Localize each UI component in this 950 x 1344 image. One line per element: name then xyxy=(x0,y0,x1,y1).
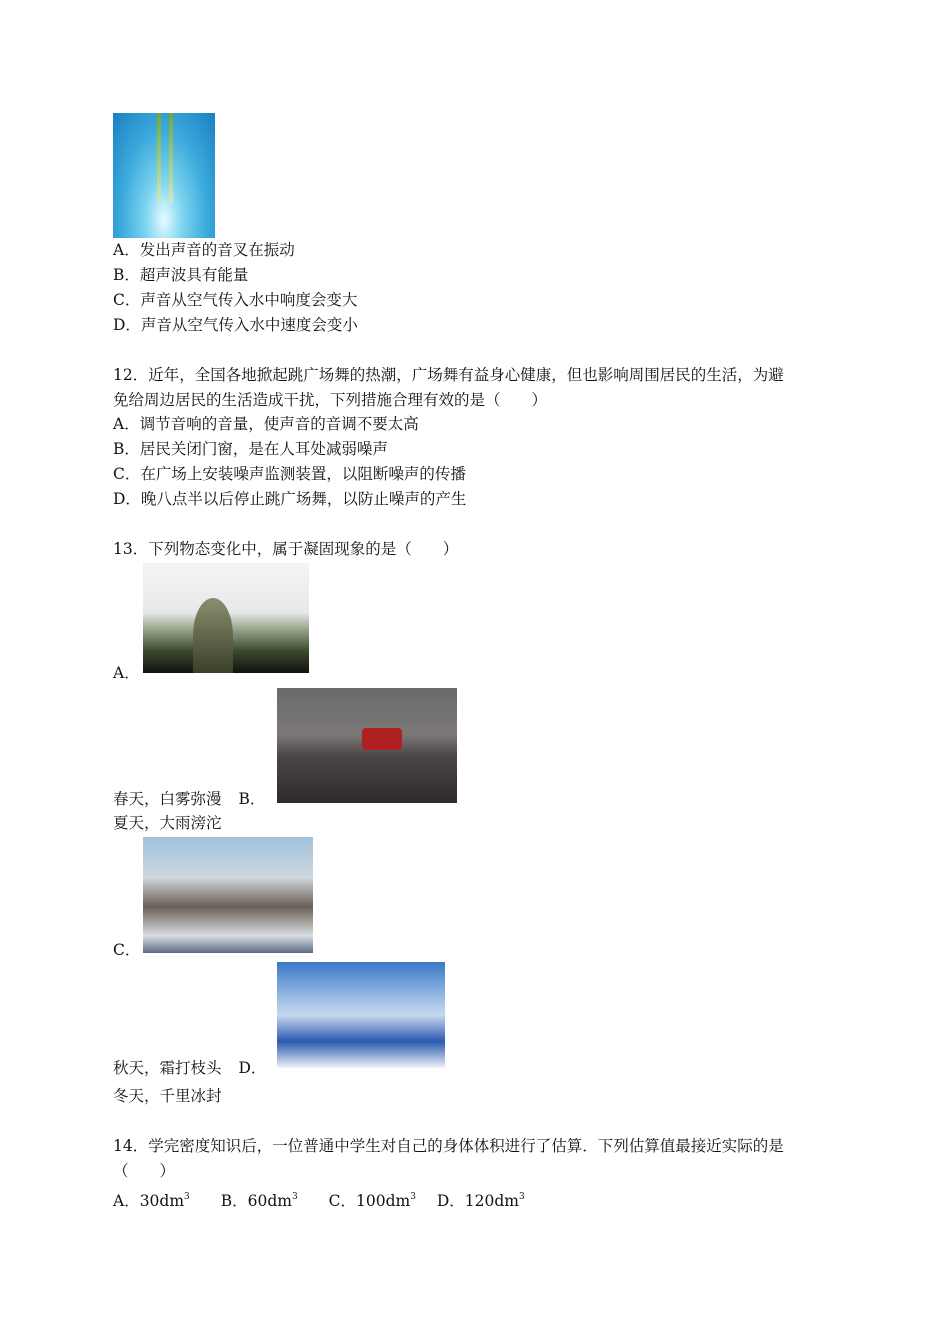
q11-option-a: A．发出声音的音叉在振动 xyxy=(113,241,295,259)
q13-stem: 13．下列物态变化中，属于凝固现象的是（ ） xyxy=(113,540,459,558)
q13-caption-b: 夏天，大雨滂沱 xyxy=(113,814,222,832)
q12-option-b: B．居民关闭门窗，是在人耳处减弱噪声 xyxy=(113,440,388,458)
rain-street-image xyxy=(277,688,457,803)
q14-option-c: C．$100dm^3$ xyxy=(328,1192,416,1210)
q14-option-d: D．$120dm^3$ xyxy=(436,1192,525,1210)
q12-option-a: A．调节音响的音量，使声音的音调不要太高 xyxy=(113,415,419,433)
q13-label-c: C． xyxy=(113,941,141,959)
q13-caption-c: 秋天，霜打枝头 xyxy=(113,1059,222,1077)
q11-option-d: D．声音从空气传入水中速度会变小 xyxy=(113,316,358,334)
q13-caption-a: 春天，白雾弥漫 xyxy=(113,790,222,808)
q13-label-a: A． xyxy=(113,664,140,682)
q14-option-a: A．$30dm^3$ xyxy=(113,1192,190,1210)
q13-caption-d: 冬天，千里冰封 xyxy=(113,1087,222,1105)
q13-label-b: B． xyxy=(238,790,266,808)
fog-mountain-image xyxy=(143,563,309,673)
q12-option-d: D．晚八点半以后停止跳广场舞，以防止噪声的产生 xyxy=(113,490,467,508)
q11-option-c: C．声音从空气传入水中响度会变大 xyxy=(113,291,358,309)
tuning-fork-in-water-image xyxy=(113,113,215,238)
q12-stem-line1: 12．近年，全国各地掀起跳广场舞的热潮，广场舞有益身心健康，但也影响周围居民的生活，为避 xyxy=(113,366,784,384)
q13-caption-c-and-label-d xyxy=(113,1058,266,1078)
q14-option-b: B．$60dm^3$ xyxy=(220,1192,298,1210)
q12-stem-line2: 免给周边居民的生活造成干扰，下列措施合理有效的是（ ） xyxy=(113,391,548,409)
q11-option-b: B．超声波具有能量 xyxy=(113,266,249,284)
q14-options xyxy=(113,1187,551,1211)
q12-option-c: C．在广场上安装噪声监测装置，以阻断噪声的传播 xyxy=(113,465,466,483)
q14-stem: 14．学完密度知识后，一位普通中学生对自己的身体体积进行了估算．下列估算值最接近实际的是 xyxy=(113,1137,784,1155)
q13-caption-a-and-label-b xyxy=(113,789,265,809)
snow-landscape-image xyxy=(277,962,445,1068)
frost-branches-image xyxy=(143,837,313,953)
q13-label-d: D． xyxy=(238,1059,267,1077)
q14-paren: （ ） xyxy=(113,1162,176,1180)
